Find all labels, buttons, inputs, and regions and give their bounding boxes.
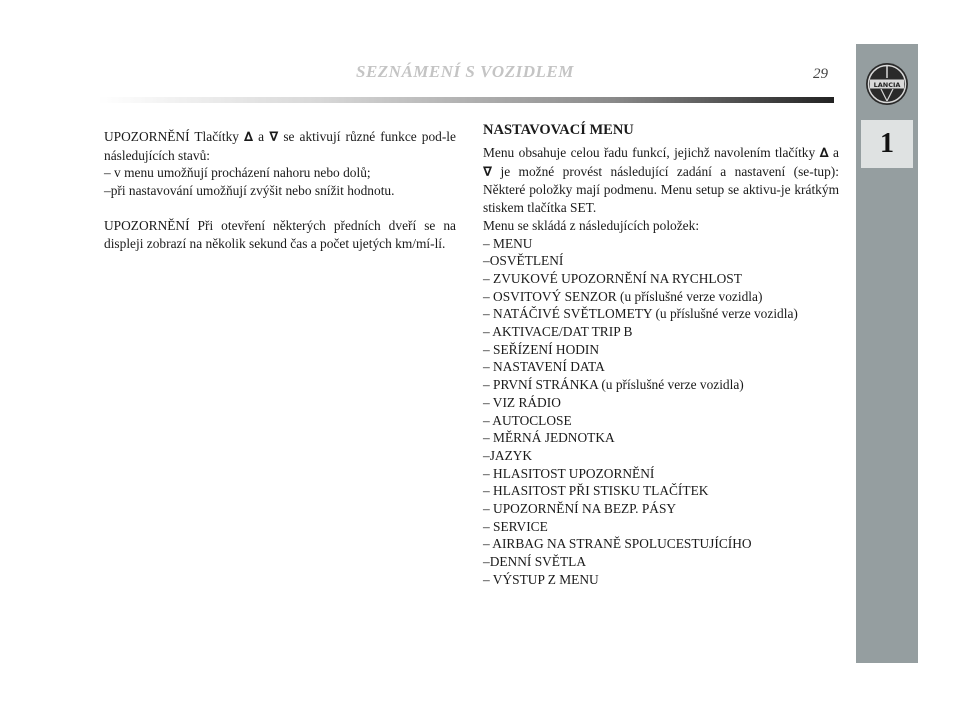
list-item: – AUTOCLOSE: [483, 412, 572, 428]
list-item: – VIZ RÁDIO: [483, 394, 561, 410]
lancia-logo: [861, 58, 913, 110]
list-item: – VÝSTUP Z MENU: [483, 571, 599, 587]
list-item: – HLASITOST UPOZORNĚNÍ: [483, 465, 655, 481]
note1-suffix: se aktivují různé funkce pod-le následujících stavů:: [104, 129, 456, 163]
list-item: – MĚRNÁ JEDNOTKA: [483, 430, 615, 446]
note-item-menu: – v menu umožňují procházení nahoru nebo dolů;: [104, 165, 371, 181]
list-item: –OSVĚTLENÍ: [483, 253, 564, 269]
down-triangle-icon: ∇: [483, 164, 493, 180]
intro-prefix: Menu obsahuje celou řadu funkcí, jejichž navolením tlačítky: [483, 145, 816, 160]
warning-note-doors: UPOZORNĚNÍ Při otevření některých předních dveří se na displeji zobrazí na několik sekund čas a počet ujetých km/mí-lí.: [104, 217, 456, 251]
intro-suffix: je možné provést následující zadání a nastavení (se-tup): Některé položky mají podmenu. Menu setup se aktivu-je krátkým stiskem tlačítka SET.: [483, 163, 839, 216]
page-header-title: SEZNÁMENÍ S VOZIDLEM: [356, 62, 574, 81]
intro-and: a: [833, 145, 839, 160]
list-item: – SEŘÍZENÍ HODIN: [483, 341, 600, 357]
down-triangle-icon: ∇: [269, 130, 279, 145]
note1-prefix: UPOZORNĚNÍ Tlačítky: [104, 129, 239, 144]
menu-items-list: [483, 235, 839, 589]
list-intro: Menu se skládá z následujících položek:: [483, 217, 700, 233]
page-number: 29: [813, 66, 828, 82]
up-triangle-icon: ∆: [819, 146, 829, 161]
list-item: – PRVNÍ STRÁNKA (u příslušné verze vozidla): [483, 377, 744, 393]
chapter-number: 1: [861, 120, 913, 168]
list-item: – NASTAVENÍ DATA: [483, 359, 605, 375]
lancia-logo-icon: [864, 61, 910, 107]
menu-intro: [483, 144, 839, 217]
warning-note-buttons: [104, 128, 456, 164]
list-item: – OSVITOVÝ SENZOR (u příslušné verze vozidla): [483, 288, 763, 304]
note1-and: a: [258, 129, 265, 144]
list-item: – AKTIVACE/DAT TRIP B: [483, 324, 633, 340]
section-heading: NASTAVOVACÍ MENU: [483, 122, 634, 138]
list-item: – SERVICE: [483, 518, 548, 534]
up-triangle-icon: ∆: [244, 130, 254, 145]
logo-text: LANCIA: [873, 81, 901, 89]
list-item: –DENNÍ SVĚTLA: [483, 554, 587, 570]
left-column: [104, 128, 456, 252]
list-item: – ZVUKOVÉ UPOZORNĚNÍ NA RYCHLOST: [483, 270, 742, 286]
list-item: –JAZYK: [483, 447, 533, 463]
list-item: – AIRBAG NA STRANĚ SPOLUCESTUJÍCÍHO: [483, 536, 752, 552]
list-item: – NATÁČIVÉ SVĚTLOMETY (u příslušné verze vozidla): [483, 306, 798, 322]
list-item: – MENU: [483, 235, 533, 251]
list-item: – HLASITOST PŘI STISKU TLAČÍTEK: [483, 483, 709, 499]
header-divider: [98, 97, 834, 103]
right-column: [483, 121, 839, 589]
note-item-setting: –při nastavování umožňují zvýšit nebo snížit hodnotu.: [104, 183, 395, 199]
list-item: – UPOZORNĚNÍ NA BEZP. PÁSY: [483, 501, 677, 517]
